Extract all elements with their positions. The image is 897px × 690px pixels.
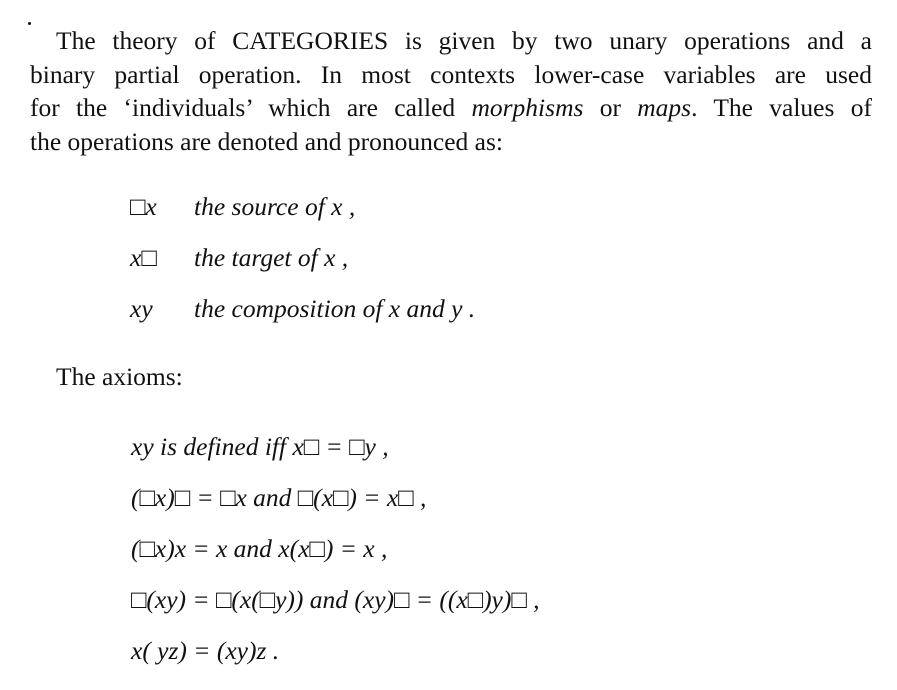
definition-symbol: x□ (130, 243, 157, 272)
axiom-source-target: (□x)□ = □x and □(x□) = x□ , (131, 483, 427, 512)
intro-line-2: binary partial operation. In most contexts lower-case variables are used (30, 59, 872, 89)
definition-meaning: the target of x , (194, 243, 349, 272)
intro-line-3-suffix: . The values of (691, 93, 872, 122)
definition-symbol: xy (130, 294, 153, 323)
term-maps: maps (637, 93, 692, 122)
intro-line-1: The theory of CATEGORIES is given by two unary operations and a (56, 26, 872, 55)
intro-line-3-mid: or (583, 93, 638, 122)
term-morphisms: morphisms (471, 93, 584, 122)
intro-paragraph (30, 24, 872, 158)
definition-meaning: the source of x , (194, 192, 356, 221)
axioms-list (131, 432, 540, 687)
intro-line-3 (30, 91, 872, 125)
intro-line-3-prefix: for the ‘individuals’ which are called (30, 93, 472, 122)
axiom-associativity: x( yz) = (xy)z . (131, 636, 280, 665)
definition-symbol: □x (130, 192, 157, 221)
axiom-composite-source-target: □(xy) = □(x(□y)) and (xy)□ = ((x□)y)□ , (131, 585, 540, 614)
intro-line-4: the operations are denoted and pronounced as: (30, 126, 503, 156)
axioms-heading: The axioms: (56, 362, 183, 391)
definition-meaning: the composition of x and y . (194, 294, 476, 323)
axiom-defined: xy is defined iff x□ = □y , (131, 432, 389, 461)
axiom-identity: (□x)x = x and x(x□) = x , (131, 534, 388, 563)
